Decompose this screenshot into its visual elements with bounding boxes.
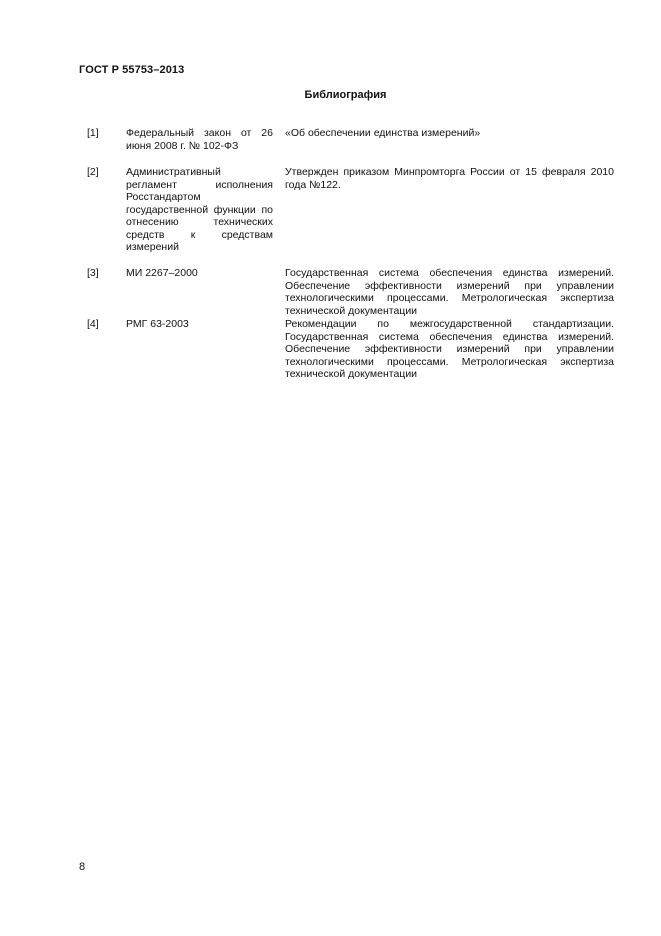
- entry-number: [2]: [87, 166, 99, 178]
- document-header: ГОСТ Р 55753–2013: [79, 64, 185, 76]
- entry-description: Государственная система обеспечения единства измерений. Обеспечение эффективности измерений при управлении технологическими процессами. Метрологическая экспертиза технической документации: [285, 267, 614, 317]
- page-number: 8: [79, 861, 86, 873]
- entry-source: РМГ 63-2003: [126, 318, 189, 330]
- section-title: Библиография: [304, 89, 387, 101]
- entry-description: Рекомендации по межгосударственной стандартизации. Государственная система обеспечения единства измерений. Обеспечение эффективности измерений при управлении технологическими процессами. Метрологическая экспертиза технической документации: [285, 318, 614, 380]
- entry-source: МИ 2267–2000: [126, 267, 198, 279]
- entry-source: Административный регламент исполнения Росстандартом государственной функции по отнесению технических средств к средствам измерений: [126, 166, 273, 253]
- entry-description: «Об обеспечении единства измерений»: [285, 127, 481, 139]
- entry-source: Федеральный закон от 26 июня 2008 г. № 102-ФЗ: [126, 127, 273, 152]
- entry-number: [3]: [87, 267, 99, 279]
- entry-number: [4]: [87, 318, 99, 330]
- entry-description: Утвержден приказом Минпромторга России от 15 февраля 2010 года №122.: [285, 166, 614, 191]
- entry-number: [1]: [87, 127, 99, 139]
